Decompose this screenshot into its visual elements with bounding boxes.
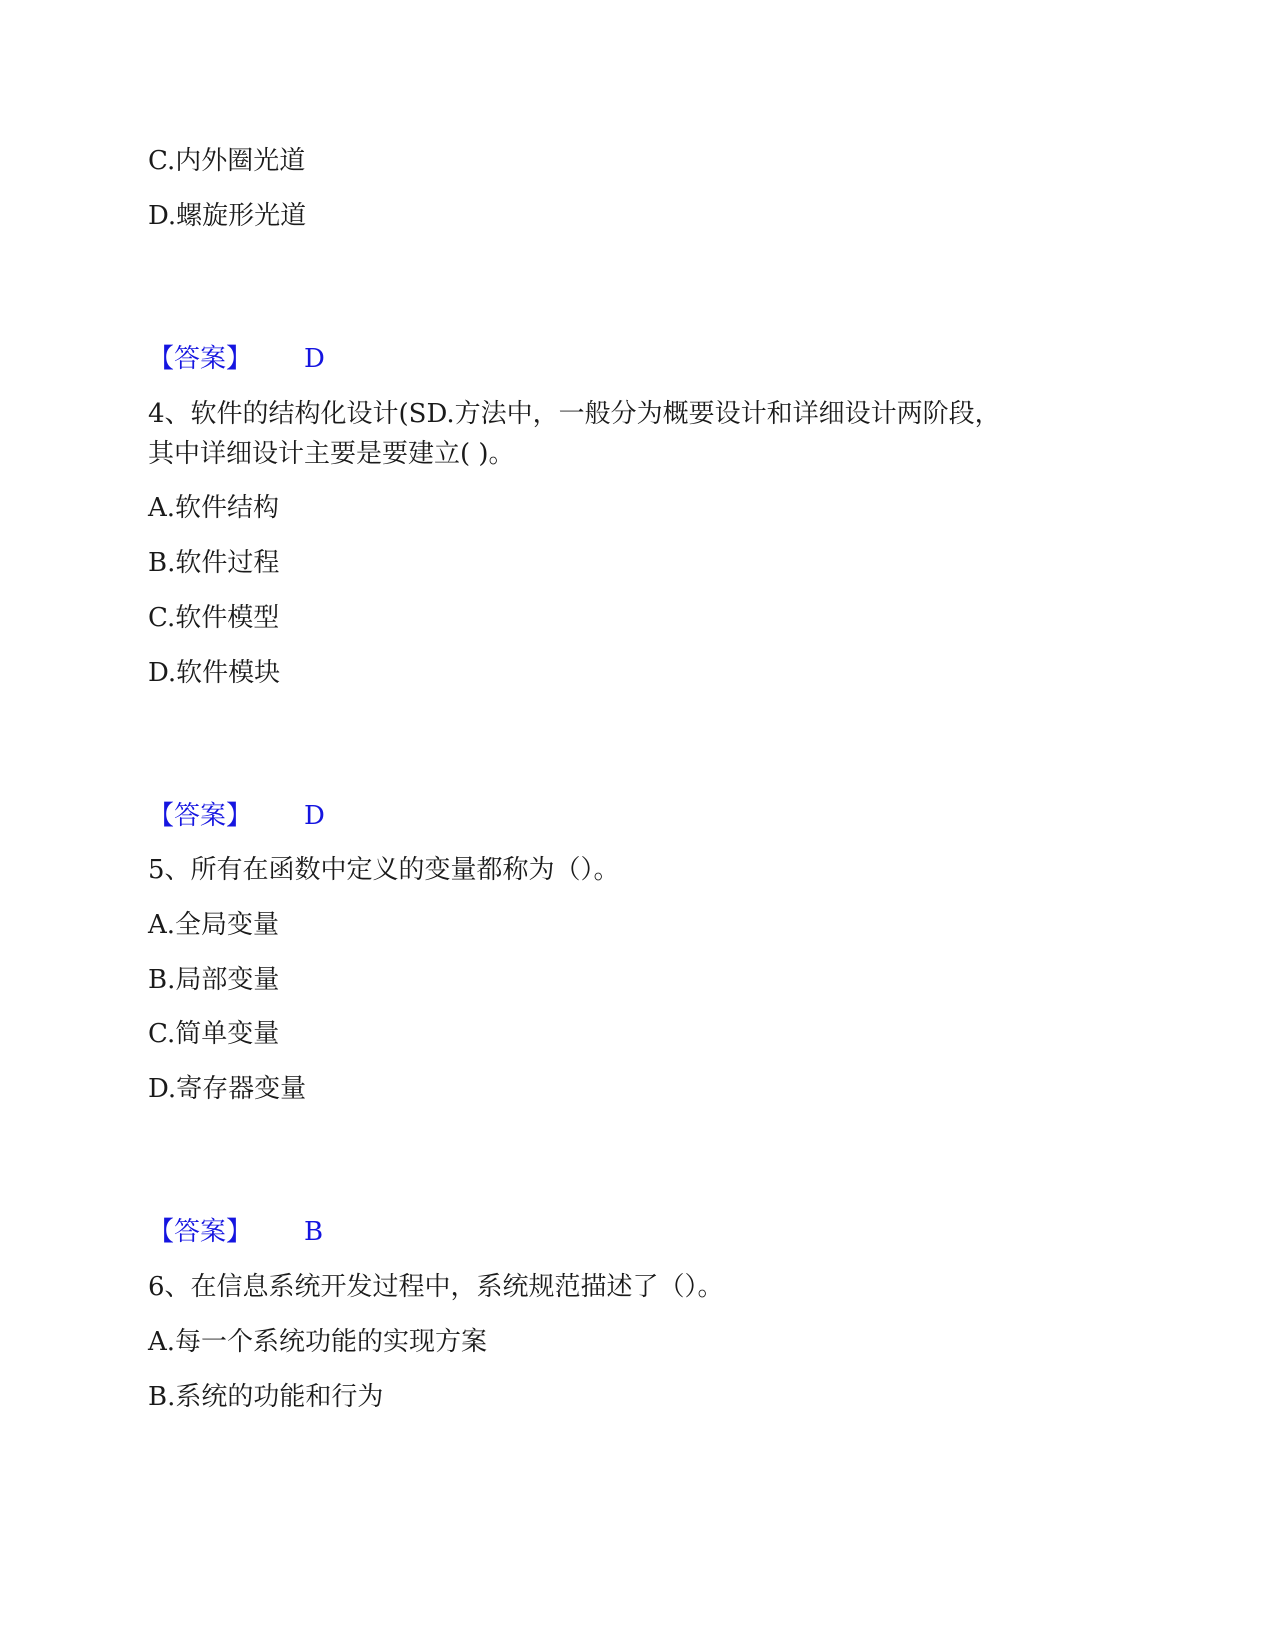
q3-option-c: C.内外圈光道 (148, 146, 306, 176)
q5-option-d: D.寄存器变量 (148, 1074, 307, 1104)
answer-label: 【答案】 (148, 801, 253, 831)
q5-option-a: A.全局变量 (148, 910, 280, 940)
q6-option-a: A.每一个系统功能的实现方案 (148, 1327, 488, 1357)
q5-option-c: C.简单变量 (148, 1019, 280, 1049)
answer-value: B (304, 1217, 324, 1247)
q4-option-b: B.软件过程 (148, 548, 280, 578)
q3-answer (148, 342, 325, 376)
q5-answer (148, 1215, 323, 1249)
answer-label: 【答案】 (148, 1217, 253, 1247)
q6-stem: 6、在信息系统开发过程中，系统规范描述了（）。 (148, 1272, 724, 1302)
q6-option-b: B.系统的功能和行为 (148, 1382, 384, 1412)
q3-option-d: D.螺旋形光道 (148, 201, 307, 231)
q4-option-a: A.软件结构 (148, 493, 280, 523)
q4-answer (148, 799, 325, 833)
answer-label: 【答案】 (148, 344, 253, 374)
answer-value: D (304, 801, 325, 831)
q4-stem-line-1: 4、软件的结构化设计(SD.方法中，一般分为概要设计和详细设计两阶段， (148, 399, 1001, 429)
answer-value: D (304, 344, 325, 374)
q5-option-b: B.局部变量 (148, 965, 280, 995)
q4-option-c: C.软件模型 (148, 603, 280, 633)
q4-stem-line-2: 其中详细设计主要是要建立( )。 (148, 439, 515, 469)
q4-option-d: D.软件模块 (148, 658, 281, 688)
q5-stem: 5、所有在函数中定义的变量都称为（）。 (148, 855, 620, 885)
